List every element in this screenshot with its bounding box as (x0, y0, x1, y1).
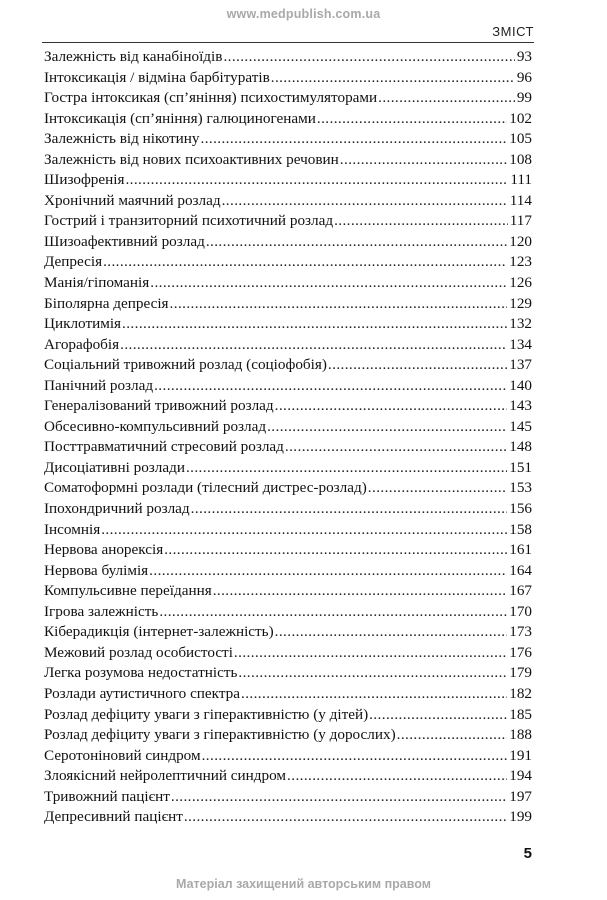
toc-entry (44, 68, 532, 89)
toc-leader-dots (171, 787, 507, 808)
toc-entry (44, 725, 532, 746)
toc-entry (44, 787, 532, 808)
toc-entry-page: 120 (509, 232, 532, 250)
toc-leader-dots (101, 520, 507, 541)
toc-entry-page: 167 (509, 582, 532, 600)
toc-entry-page: 96 (516, 68, 532, 86)
toc-leader-dots (378, 88, 515, 109)
toc-leader-dots (186, 458, 507, 479)
toc-entry (44, 396, 532, 417)
toc-leader-dots (287, 766, 507, 787)
toc-leader-dots (222, 191, 508, 212)
toc-entry-title: Соціальний тривожний розлад (соціофобія) (44, 356, 327, 374)
toc-entry (44, 232, 532, 253)
toc-entry-page: 191 (509, 746, 532, 764)
toc-entry (44, 376, 532, 397)
toc-entry-title: Нервова булімія (44, 561, 149, 579)
toc-leader-dots (206, 232, 507, 253)
toc-entry (44, 335, 532, 356)
toc-entry-page: 158 (509, 520, 532, 538)
toc-leader-dots (275, 396, 508, 417)
toc-entry-title: Залежність від нікотину (44, 130, 200, 148)
toc-entry-title: Нервова анорексія (44, 541, 164, 559)
toc-entry (44, 150, 532, 171)
toc-leader-dots (369, 705, 507, 726)
toc-entry-title: Тривожний пацієнт (44, 787, 170, 805)
toc-entry-page: 161 (509, 541, 532, 559)
toc-entry-title: Інтоксикація (сп’яніння) галюциногенами (44, 109, 316, 127)
toc-entry-title: Шизофренія (44, 171, 125, 189)
toc-leader-dots (285, 437, 507, 458)
toc-leader-dots (150, 273, 507, 294)
toc-entry (44, 766, 532, 787)
toc-leader-dots (159, 602, 507, 623)
toc-entry-page: 153 (509, 479, 532, 497)
toc-entry-title: Манія/гіпоманія (44, 274, 150, 292)
toc-entry-page: 199 (509, 808, 532, 826)
toc-entry (44, 602, 532, 623)
toc-leader-dots (241, 684, 507, 705)
toc-entry-page: 126 (509, 274, 532, 292)
toc-entry (44, 499, 532, 520)
toc-entry-title: Інтоксикація / відміна барбітуратів (44, 68, 270, 86)
section-title: ЗМІСТ (492, 24, 534, 39)
toc-entry (44, 561, 532, 582)
toc-entry (44, 478, 532, 499)
toc-leader-dots (234, 643, 507, 664)
toc-leader-dots (154, 376, 507, 397)
toc-entry-page: 179 (509, 664, 532, 682)
toc-entry (44, 437, 532, 458)
toc-entry-title: Соматоформні розлади (тілесний дистрес-розлад) (44, 479, 367, 497)
toc-entry-page: 99 (516, 89, 532, 107)
toc-entry-title: Кіберадикція (інтернет-залежність) (44, 623, 274, 641)
toc-entry-title: Легка розумова недостатність (44, 664, 238, 682)
toc-entry-page: 137 (509, 356, 532, 374)
toc-entry-title: Компульсивне переїдання (44, 582, 212, 600)
toc-leader-dots (213, 581, 508, 602)
toc-entry (44, 643, 532, 664)
toc-entry-page: 197 (509, 787, 532, 805)
toc-entry-page: 143 (509, 397, 532, 415)
toc-entry-page: 173 (509, 623, 532, 641)
toc-entry-page: 164 (509, 561, 532, 579)
toc-entry-title: Злоякісний нейролептичний синдром (44, 767, 287, 785)
toc-entry-title: Циклотимія (44, 315, 122, 333)
toc-leader-dots (149, 561, 507, 582)
toc-leader-dots (191, 499, 508, 520)
toc-entry-title: Депресія (44, 253, 103, 271)
toc-leader-dots (328, 355, 507, 376)
toc-entry (44, 273, 532, 294)
toc-leader-dots (368, 478, 507, 499)
header-divider (42, 42, 534, 43)
toc-entry-page: 93 (516, 48, 532, 65)
toc-entry-title: Гостра інтоксикая (сп’яніння) психостимуляторами (44, 89, 378, 107)
toc-entry (44, 191, 532, 212)
toc-entry-page: 111 (510, 171, 532, 189)
toc-entry (44, 458, 532, 479)
toc-leader-dots (267, 417, 507, 438)
toc-entry-page: 151 (509, 458, 532, 476)
toc-leader-dots (275, 622, 508, 643)
toc-entry-title: Генералізований тривожний розлад (44, 397, 274, 415)
copyright-notice: Матеріал захищений авторським правом (176, 877, 431, 891)
toc-entry-title: Панічний розлад (44, 376, 154, 394)
page-number: 5 (523, 845, 532, 862)
toc-entry-page: 129 (509, 294, 532, 312)
toc-entry-page: 185 (509, 705, 532, 723)
toc-entry-title: Межовий розлад особистості (44, 643, 233, 661)
toc-entry-title: Іпохондричний розлад (44, 500, 190, 518)
toc-entry (44, 684, 532, 705)
toc-entry-title: Залежність від нових психоактивних речовин (44, 150, 339, 168)
table-of-contents (44, 47, 532, 828)
toc-leader-dots (184, 807, 507, 828)
toc-leader-dots (223, 47, 514, 68)
toc-entry (44, 294, 532, 315)
toc-entry-title: Розлад дефіциту уваги з гіперактивністю (у дітей) (44, 705, 369, 723)
toc-entry-page: 108 (509, 150, 532, 168)
toc-entry (44, 663, 532, 684)
toc-leader-dots (202, 746, 508, 767)
toc-entry-page: 182 (509, 684, 532, 702)
toc-entry (44, 47, 532, 68)
toc-entry (44, 211, 532, 232)
toc-entry (44, 88, 532, 109)
toc-leader-dots (334, 211, 508, 232)
toc-entry (44, 622, 532, 643)
toc-entry (44, 170, 532, 191)
toc-entry-title: Інсомнія (44, 520, 101, 538)
toc-entry-title: Посттравматичний стресовий розлад (44, 438, 284, 456)
toc-entry-page: 114 (509, 191, 532, 209)
toc-entry-page: 102 (509, 109, 532, 127)
toc-entry-page: 132 (509, 315, 532, 333)
toc-entry-page: 170 (509, 602, 532, 620)
toc-entry-page: 140 (509, 376, 532, 394)
toc-entry (44, 109, 532, 130)
toc-entry-title: Розлад дефіциту уваги з гіперактивністю (у дорослих) (44, 726, 396, 744)
toc-entry (44, 746, 532, 767)
toc-entry-title: Ігрова залежність (44, 602, 159, 620)
toc-entry-title: Хронічний маячний розлад (44, 191, 221, 209)
toc-entry-page: 148 (509, 438, 532, 456)
toc-entry-title: Гострий і транзиторний психотичний розлад (44, 212, 334, 230)
toc-entry-page: 134 (509, 335, 532, 353)
toc-entry (44, 705, 532, 726)
toc-entry-page: 188 (509, 726, 532, 744)
toc-entry (44, 807, 532, 828)
toc-entry-title: Шизоафективний розлад (44, 232, 205, 250)
watermark-url: www.medpublish.com.ua (226, 7, 381, 21)
toc-entry-page: 194 (509, 767, 532, 785)
toc-entry (44, 252, 532, 273)
toc-leader-dots (238, 663, 507, 684)
toc-entry-page: 145 (509, 417, 532, 435)
toc-entry-title: Залежність від канабіноїдів (44, 48, 223, 65)
toc-entry (44, 355, 532, 376)
toc-entry-page: 105 (509, 130, 532, 148)
toc-entry-page: 156 (509, 500, 532, 518)
toc-entry-page: 117 (509, 212, 532, 230)
toc-entry-title: Серотоніновий синдром (44, 746, 201, 764)
toc-entry-title: Дисоціативні розлади (44, 458, 185, 476)
toc-entry-page: 176 (509, 643, 532, 661)
toc-entry (44, 581, 532, 602)
toc-leader-dots (271, 68, 515, 89)
toc-leader-dots (103, 252, 507, 273)
toc-entry (44, 129, 532, 150)
toc-leader-dots (170, 294, 508, 315)
toc-leader-dots (340, 150, 507, 171)
toc-leader-dots (120, 335, 507, 356)
toc-leader-dots (122, 314, 507, 335)
toc-entry-title: Розлади аутистичного спектра (44, 684, 241, 702)
toc-leader-dots (317, 109, 507, 130)
toc-entry (44, 520, 532, 541)
toc-entry (44, 540, 532, 561)
toc-leader-dots (201, 129, 508, 150)
toc-leader-dots (164, 540, 507, 561)
toc-entry (44, 417, 532, 438)
toc-entry (44, 314, 532, 335)
toc-entry-title: Обсесивно-компульсивний розлад (44, 417, 267, 435)
toc-leader-dots (397, 725, 508, 746)
toc-entry-title: Агорафобія (44, 335, 120, 353)
toc-leader-dots (125, 170, 508, 191)
toc-entry-page: 123 (509, 253, 532, 271)
toc-entry-title: Депресивний пацієнт (44, 808, 183, 826)
toc-entry-title: Біполярна депресія (44, 294, 169, 312)
